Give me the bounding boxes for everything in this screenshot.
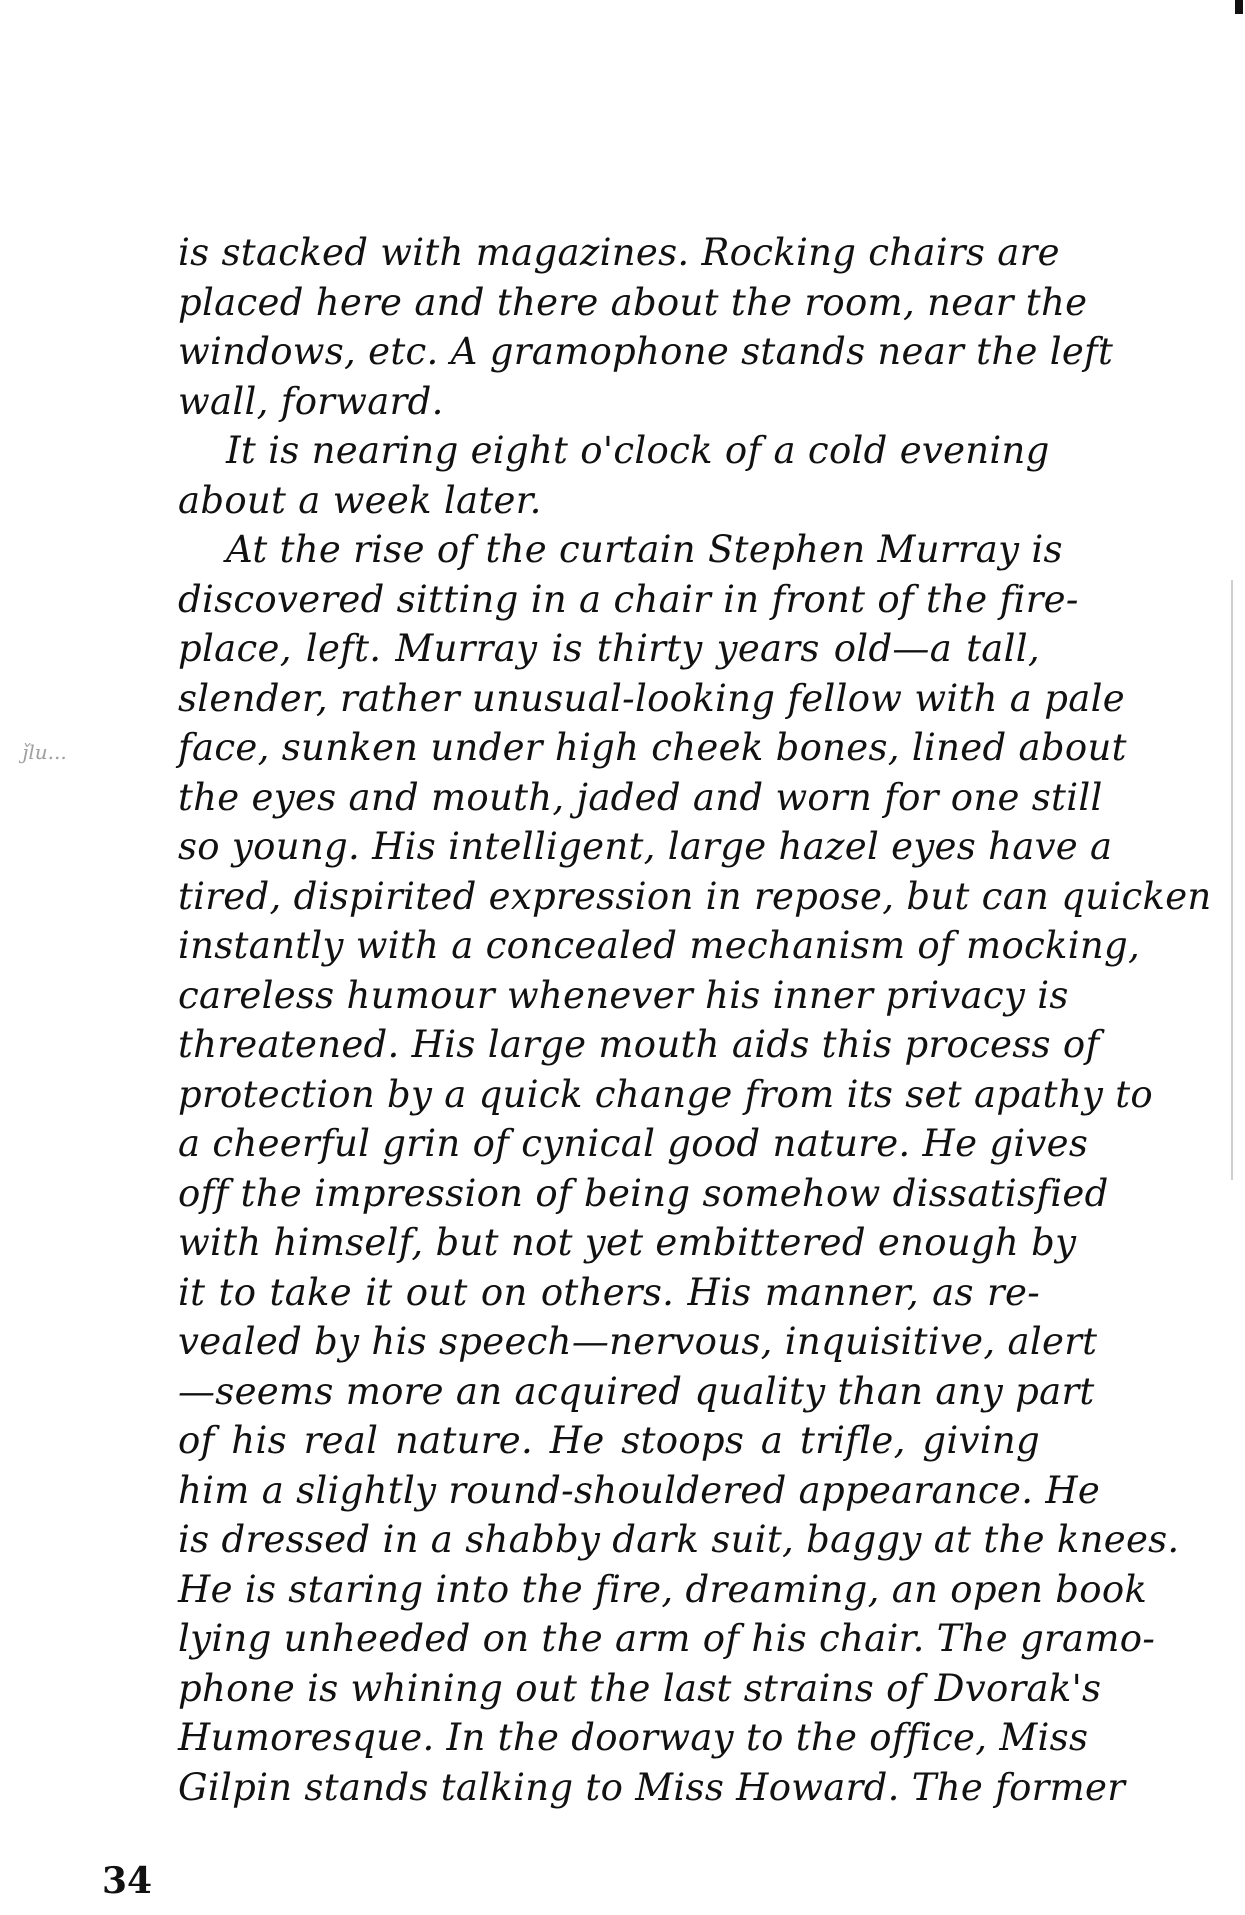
text-line: place, left. Murray is thirty years old—a tall, (178, 627, 1040, 670)
text-line: is stacked with magazines. Rocking chairs are (178, 231, 1060, 274)
text-line: so young. His intelligent, large hazel eyes have a (178, 825, 1113, 868)
text-line: discovered sitting in a chair in front of the fire- (178, 577, 1079, 621)
page-number: 34 (102, 1860, 153, 1902)
text-line: placed here and there about the room, near the (178, 280, 1088, 324)
text-line: At the rise of the curtain Stephen Murray is (226, 528, 1063, 571)
paragraph-1 (178, 228, 1114, 426)
text-line: —seems more an acquired quality than any part (178, 1369, 1095, 1413)
text-line: face, sunken under high cheek bones, lined about (178, 726, 1127, 769)
text-line: Humoresque. In the doorway to the office, Miss (178, 1716, 1089, 1759)
text-line: He is staring into the fire, dreaming, an open book (178, 1567, 1148, 1611)
text-line: phone is whining out the last strains of Dvorak's (178, 1666, 1102, 1710)
text-line: vealed by his speech—nervous, inquisitive, alert (178, 1320, 1098, 1363)
text-line: careless humour whenever his inner privacy is (178, 973, 1069, 1017)
scan-edge-mark (1235, 0, 1243, 14)
text-line: protection by a quick change from its set apathy to (178, 1072, 1153, 1116)
text-line: lying unheeded on the arm of his chair. The gramo- (178, 1617, 1156, 1660)
text-line: wall, forward. (178, 379, 444, 423)
text-line: it to take it out on others. His manner, as re- (178, 1270, 1040, 1314)
text-line: a cheerful grin of cynical good nature. He gives (178, 1122, 1089, 1165)
text-line: him a slightly round-shouldered appearance. He (178, 1468, 1101, 1512)
paragraph-3 (178, 525, 1212, 1812)
text-line: It is nearing eight o'clock of a cold evening (226, 429, 1050, 472)
text-line: threatened. His large mouth aids this process of (178, 1023, 1100, 1066)
text-line: is dressed in a shabby dark suit, baggy at the knees. (178, 1518, 1180, 1561)
text-line: Gilpin stands talking to Miss Howard. The former (178, 1765, 1126, 1809)
text-line: the eyes and mouth, jaded and worn for one still (178, 775, 1103, 819)
text-line: with himself, but not yet embittered enough by (178, 1221, 1077, 1264)
paragraph-2 (178, 426, 1050, 525)
text-line: of his real nature. He stoops a trifle, giving (178, 1419, 1040, 1462)
text-line: off the impression of being somehow dissatisfied (178, 1171, 1109, 1215)
margin-note: ǰlu... (22, 740, 67, 764)
stage-directions-text (178, 228, 1212, 1812)
text-line: tired, dispirited expression in repose, but can quicken (178, 874, 1212, 918)
text-line: slender, rather unusual-looking fellow with a pale (178, 676, 1125, 720)
text-line: windows, etc. A gramophone stands near the left (178, 330, 1114, 373)
scan-right-edge-shadow (1231, 580, 1233, 1180)
text-line: instantly with a concealed mechanism of mocking, (178, 924, 1141, 967)
text-line: about a week later. (178, 478, 542, 522)
